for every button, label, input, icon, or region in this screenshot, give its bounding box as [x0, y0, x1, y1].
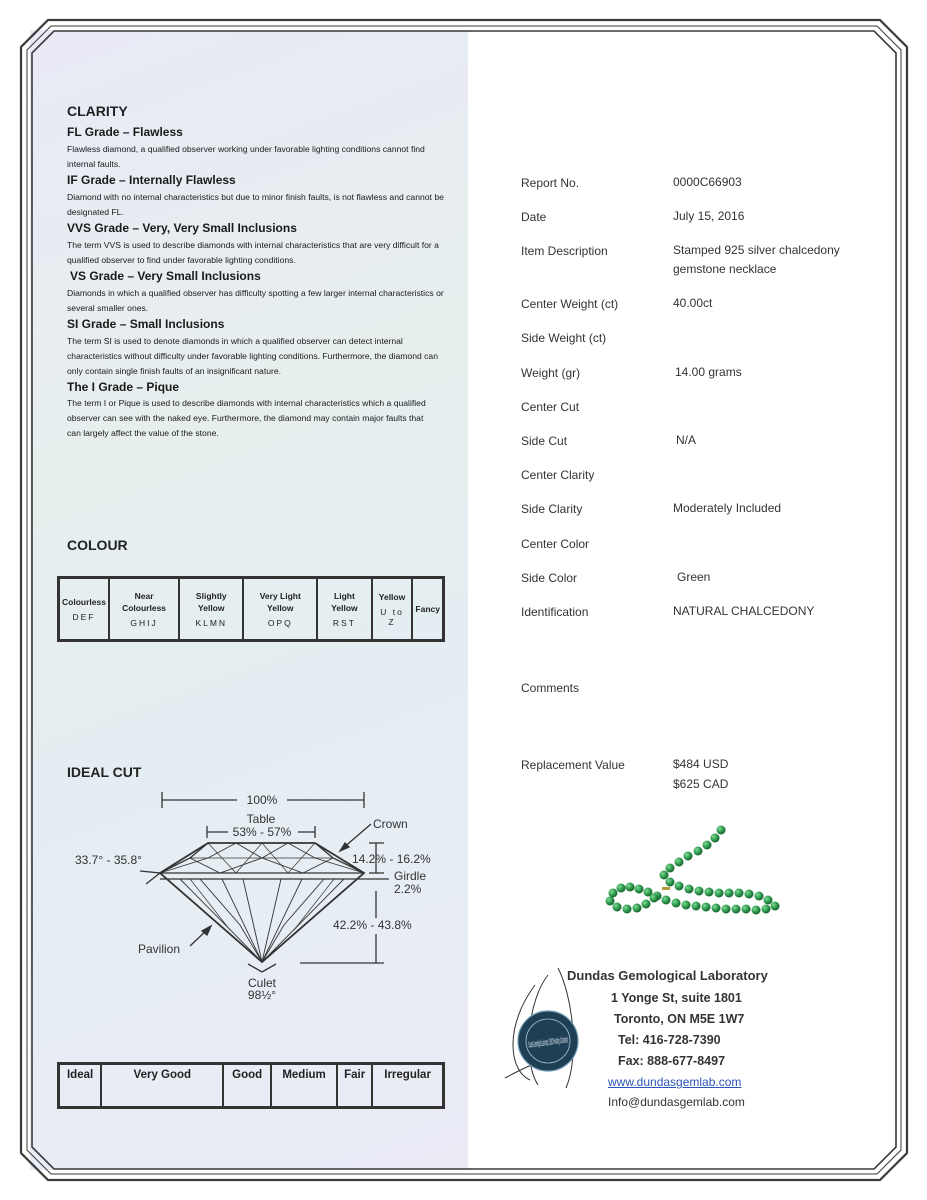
colour-cell-light-yellow: Light Yellow RST: [317, 578, 371, 640]
diagram-pavilion-label: Pavilion: [138, 942, 181, 956]
weight-gr-value: 14.00 grams: [675, 365, 742, 379]
lab-website-link[interactable]: www.dundasgemlab.com: [608, 1075, 742, 1089]
diagram-crown-label: Crown: [373, 817, 408, 831]
lab-fax: Fax: 888-677-8497: [618, 1054, 726, 1068]
colour-cell-very-light-yellow: Very Light Yellow OPQ: [243, 578, 317, 640]
date-label: Date: [521, 210, 547, 224]
center-weight-label: Center Weight (ct): [521, 297, 619, 311]
diagram-culet-label: Culet: [247, 976, 277, 990]
replacement-value-label: Replacement Value: [521, 758, 625, 772]
grade-i-heading: The I Grade – Pique: [67, 380, 180, 394]
side-color-label: Side Color: [521, 571, 578, 585]
diagram-culet-value: 98½°: [247, 988, 277, 1002]
grade-fl-description: Flawless diamond, a qualified observer working under favorable lighting conditions cannot find internal faults.: [67, 144, 425, 169]
colour-title: COLOUR: [67, 537, 128, 553]
colour-scale-table: [57, 576, 445, 642]
cut-grade-table: [57, 1062, 445, 1109]
item-description-value: Stamped 925 silver chalcedony gemstone necklace: [673, 243, 840, 276]
grade-vs-heading: VS Grade – Very Small Inclusions: [70, 269, 261, 283]
grade-vvs-heading: VVS Grade – Very, Very Small Inclusions: [67, 221, 297, 235]
cut-cell-very-good: Very Good: [101, 1064, 223, 1107]
grade-i-description: The term I or Pique is used to describe diamonds with internal characteristics which a qualified observer can see with the naked eye. Furthermore, the diamond may contain major faults that can largely affect the value of the stone.: [67, 398, 426, 438]
colour-cell-slightly-yellow: Slightly Yellow KLMN: [179, 578, 243, 640]
grade-fl-heading: FL Grade – Flawless: [67, 125, 183, 139]
cut-cell-good: Good: [223, 1064, 271, 1107]
grade-si-description: The term SI is used to denote diamonds in which a qualified observer can detect internal characteristics without difficulty under favorable lighting conditions. Furthermore, the diamond can only contain single finish faults of an insignificant nature.: [67, 336, 438, 376]
identification-label: Identification: [521, 605, 589, 619]
lab-phone: Tel: 416-728-7390: [618, 1033, 721, 1047]
center-color-label: Center Color: [521, 537, 590, 551]
center-cut-label: Center Cut: [521, 400, 580, 414]
item-description-label: Item Description: [521, 244, 608, 258]
lab-address-line1: 1 Yonge St, suite 1801: [611, 991, 742, 1005]
side-cut-value: N/A: [676, 433, 697, 447]
diagram-girdle-label: Girdle: [394, 869, 427, 883]
side-clarity-value: Moderately Included: [673, 501, 782, 515]
lab-name: Dundas Gemological Laboratory: [567, 968, 768, 983]
report-number-value: 0000C66903: [673, 175, 742, 189]
diamond-proportion-diagram: [0, 780, 468, 1010]
colour-cell-near-colourless: Near Colourless GHIJ: [109, 578, 179, 640]
side-clarity-label: Side Clarity: [521, 502, 583, 516]
colour-cell-fancy: Fancy: [412, 578, 443, 640]
lab-seal: [500, 965, 600, 1095]
diagram-girdle-value: 2.2%: [394, 882, 422, 896]
diagram-crown-height: 14.2% - 16.2%: [352, 852, 431, 866]
colour-cell-yellow: Yellow U to Z: [372, 578, 413, 640]
lab-address-line2: Toronto, ON M5E 1W7: [614, 1012, 745, 1026]
diagram-pavilion-depth: 42.2% - 43.8%: [333, 918, 412, 932]
center-clarity-label: Center Clarity: [521, 468, 595, 482]
grade-vs-description: Diamonds in which a qualified observer has difficulty spotting a few larger internal characteristics or several smaller ones.: [67, 288, 444, 313]
diagram-width-label: 100%: [246, 793, 278, 807]
lab-email: Info@dundasgemlab.com: [608, 1095, 745, 1109]
grade-if-heading: IF Grade – Internally Flawless: [67, 173, 236, 187]
grade-if-description: Diamond with no internal characteristics but due to minor finish faults, is not flawless and cannot be designated FL.: [67, 192, 444, 217]
comments-label: Comments: [521, 681, 580, 695]
weight-gr-label: Weight (gr): [521, 366, 581, 380]
grade-vvs-description: The term VVS is used to describe diamonds with internal characteristics that are very difficult for a qualified observer to find under favorable lighting conditions.: [67, 240, 439, 265]
replacement-value-cad: $625 CAD: [673, 777, 729, 791]
report-number-label: Report No.: [521, 176, 580, 190]
side-color-value: Green: [677, 570, 711, 584]
diagram-table-label: Table: [246, 812, 276, 826]
identification-value: NATURAL CHALCEDONY: [673, 604, 815, 618]
cut-cell-ideal: Ideal: [59, 1064, 101, 1107]
center-weight-value: 40.00ct: [673, 296, 713, 310]
ideal-cut-title: IDEAL CUT: [67, 764, 142, 780]
cut-cell-medium: Medium: [271, 1064, 337, 1107]
diagram-table-range: 53% - 57%: [232, 825, 292, 839]
cut-cell-fair: Fair: [337, 1064, 372, 1107]
replacement-value-usd: $484 USD: [673, 757, 729, 771]
diagram-crown-angle: 33.7° - 35.8°: [75, 853, 142, 867]
side-weight-label: Side Weight (ct): [521, 331, 607, 345]
clarity-title: CLARITY: [67, 103, 128, 119]
date-value: July 15, 2016: [673, 209, 745, 223]
colour-cell-colourless: Colourless DEF: [59, 578, 109, 640]
necklace-photo: [600, 818, 805, 923]
cut-cell-irregular: Irregular: [372, 1064, 443, 1107]
side-cut-label: Side Cut: [521, 434, 568, 448]
grade-si-heading: SI Grade – Small Inclusions: [67, 317, 225, 331]
